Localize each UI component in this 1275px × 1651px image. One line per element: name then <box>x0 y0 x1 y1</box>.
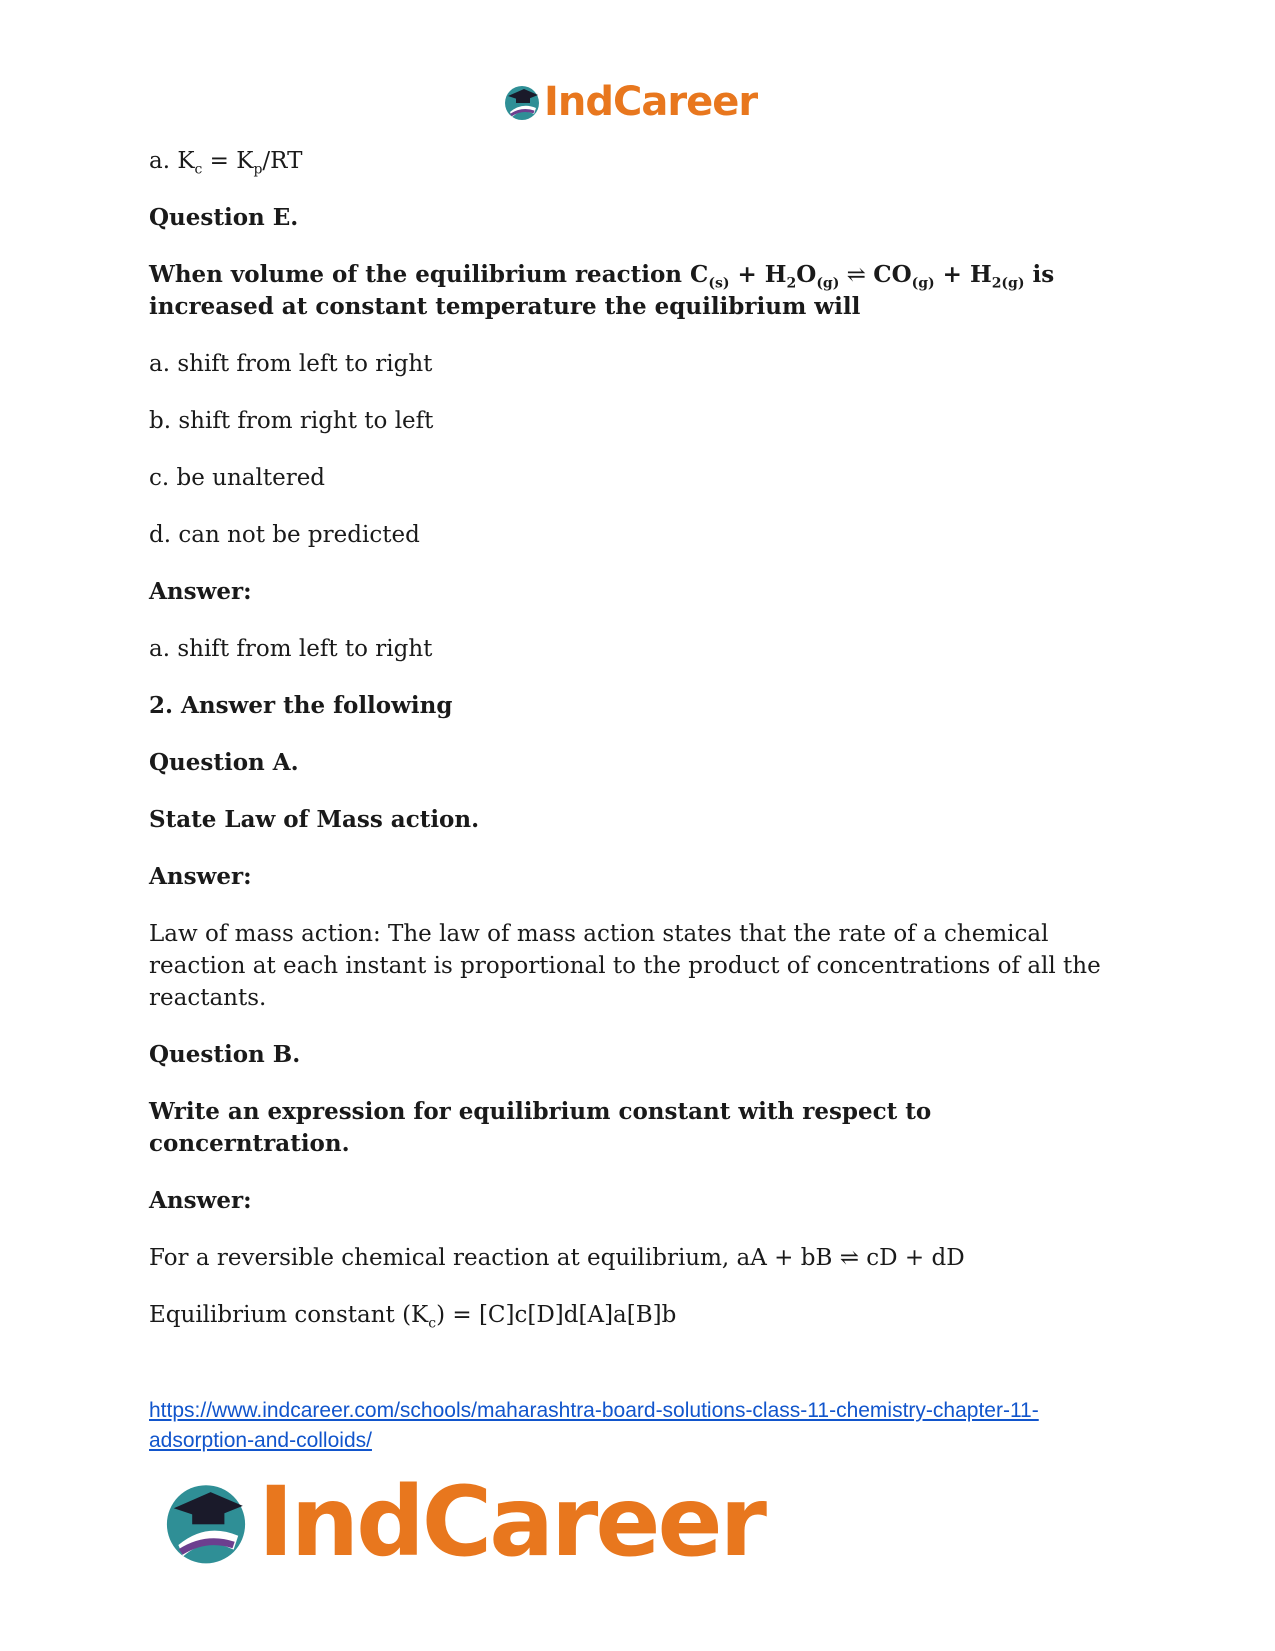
graduation-cap-globe-icon <box>160 1476 252 1568</box>
question-a-label: Question A. <box>149 749 299 776</box>
option-b: b. shift from right to left <box>149 408 434 434</box>
question-b-label: Question B. <box>149 1041 301 1068</box>
question-e-answer: a. shift from left to right <box>149 636 433 662</box>
graduation-cap-globe-icon <box>502 82 542 122</box>
document-body <box>149 145 1139 1356</box>
question-b-answer-label: Answer: <box>149 1187 252 1214</box>
question-a-answer-label: Answer: <box>149 863 252 890</box>
question-b-text: Write an expression for equilibrium constant with respect to concerntration. <box>149 1098 932 1157</box>
section-2-heading: 2. Answer the following <box>149 692 453 719</box>
question-a-answer: Law of mass action: The law of mass action states that the rate of a chemical reaction at each instant is proportional to the product of concentrations of all the reactants. <box>149 921 1101 1011</box>
question-e-answer-label: Answer: <box>149 578 252 605</box>
source-link[interactable]: https://www.indcareer.com/schools/maharashtra-board-solutions-class-11-chemistry-chapter-11-adsorption-and-colloids/ <box>149 1399 1039 1452</box>
logo-wordmark: IndCareer <box>258 1466 764 1578</box>
question-b-answer-line-2: Equilibrium constant $(K_c) = [C]c[D]d[A]a[B]b$ <box>149 1302 677 1332</box>
option-c: c. be unaltered <box>149 465 326 491</box>
footer-logo <box>160 1466 764 1578</box>
previous-answer: a. $K_c = K_p/RT$ <box>149 148 303 178</box>
logo-wordmark: IndCareer <box>544 79 758 125</box>
header-logo <box>502 80 757 124</box>
question-b-answer-line-1: For a reversible chemical reaction at equilibrium, aA + bB ⇌ cD + dD <box>149 1245 965 1271</box>
option-d: d. can not be predicted <box>149 522 420 548</box>
question-e-label: Question E. <box>149 204 299 231</box>
question-e-stem: When volume of the equilibrium reaction $C_{(s)} + H_2O_{(g)}$ ⇌ $CO_{(g)} + H_{2(g)}$ is increased at constant temperature the equilibrium will <box>149 261 1055 320</box>
question-a-text: State Law of Mass action. <box>149 806 480 833</box>
option-a: a. shift from left to right <box>149 351 433 377</box>
